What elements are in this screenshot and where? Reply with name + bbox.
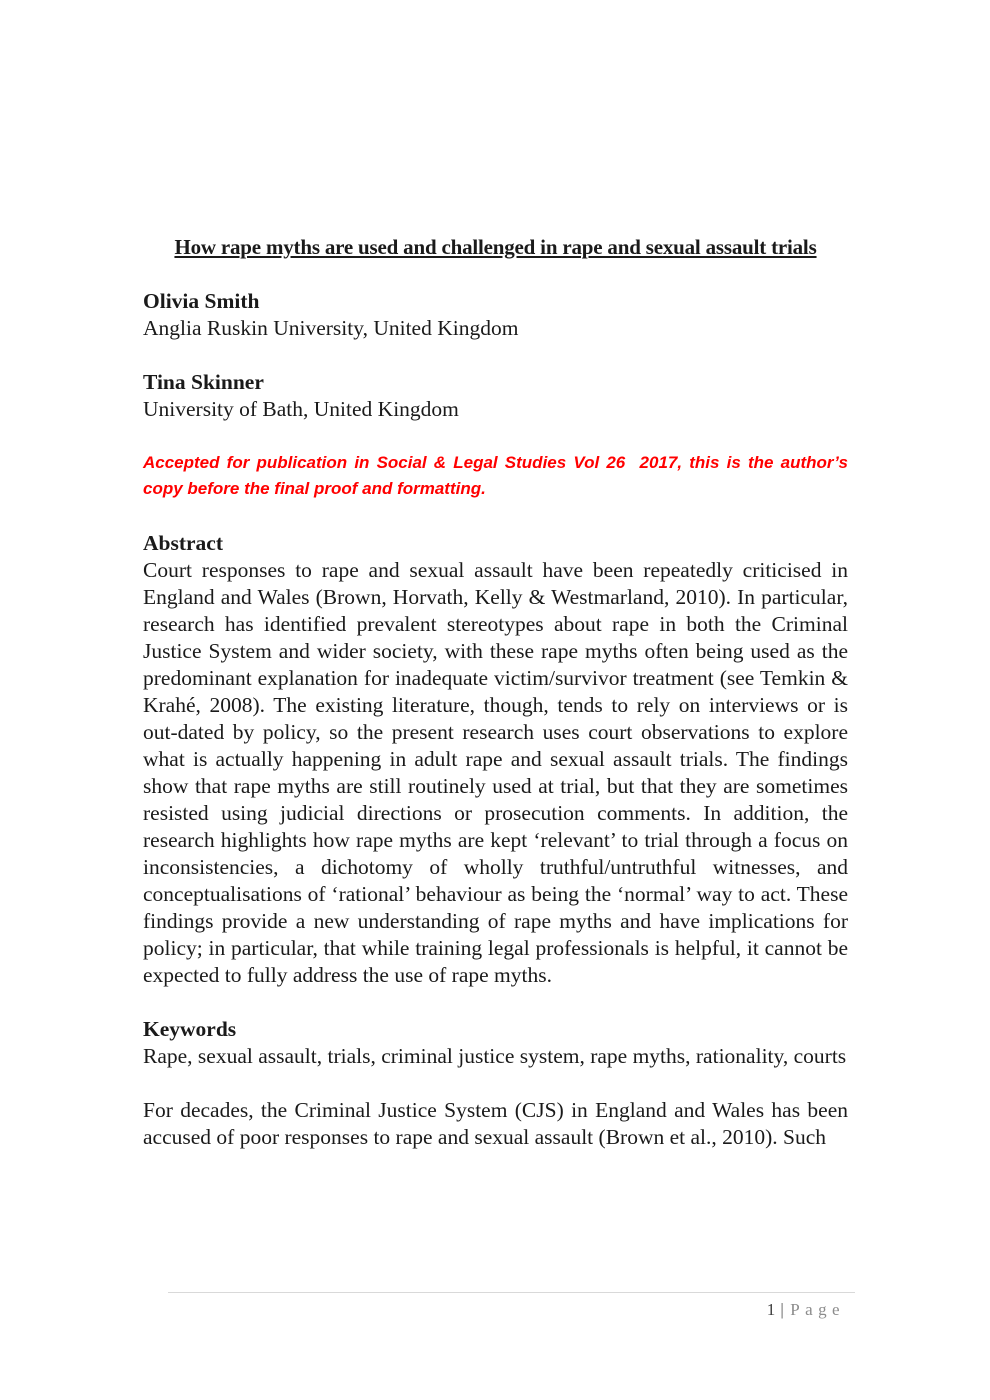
abstract-heading: Abstract [143,531,224,555]
keywords-heading: Keywords [143,1017,237,1041]
paper-title: How rape myths are used and challenged in rape and sexual assault trials [174,235,817,259]
body-paragraph: For decades, the Criminal Justice System (CJS) in England and Wales has been accused of poor responses to rape and sexual assault (Brown et al., 2010). Such [143,1098,848,1149]
author-block [143,369,848,423]
footer-divider [168,1292,855,1293]
author-name: Tina Skinner [143,370,264,394]
author-block [143,288,848,342]
page-content [143,234,853,1178]
page-number-separator: | [780,1300,784,1319]
page-label: Page [790,1300,845,1319]
footer-page-indicator [767,1299,845,1321]
abstract-text: Court responses to rape and sexual assault have been repeatedly criticised in England and Wales (Brown, Horvath, Kelly & Westmarland, 2010). In particular, research has identified prevalent stereotypes about rape in both the Criminal Justice System and wider society, with these rape myths often being used as the predominant explanation for inadequate victim/survivor treatment (see Temkin & Krahé, 2008). The existing literature, though, tends to rely on interviews or is out-dated by policy, so the present research uses court observations to explore what is actually happening in adult rape and sexual assault trials. The findings show that rape myths are still routinely used at trial, but that they are sometimes resisted using judicial directions or prosecution comments. In addition, the research highlights how rape myths are kept ‘relevant’ to trial through a focus on inconsistencies, a dichotomy of wholly truthful/untruthful witnesses, and conceptualisations of ‘rational’ behaviour as being the ‘normal’ way to act. These findings provide a new understanding of rape myths and have implications for policy; in particular, that while training legal professionals is helpful, it cannot be expected to fully address the use of rape myths. [143,558,848,987]
author-name: Olivia Smith [143,289,260,313]
author-affiliation: Anglia Ruskin University, United Kingdom [143,316,519,340]
page-number: 1 [766,1300,776,1319]
publication-notice: Accepted for publication in Social & Legal Studies Vol 26 2017, this is the author’s copy before the final proof and formatting. [143,453,853,498]
author-affiliation: University of Bath, United Kingdom [143,397,459,421]
keywords-text: Rape, sexual assault, trials, criminal justice system, rape myths, rationality, courts [143,1044,847,1068]
